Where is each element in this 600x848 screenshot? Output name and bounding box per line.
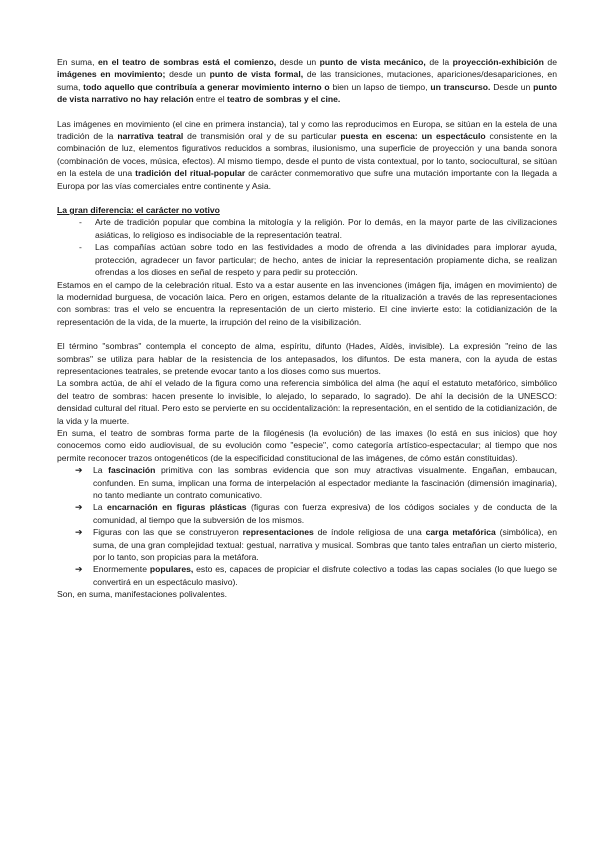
arrow-right-icon: ➔	[75, 564, 83, 575]
text: (figuras con fuerza expresiva) de los códigos sociales y de conducta de la comunidad, al tiempo que la subversión de los mismos.	[93, 502, 557, 525]
text: bien un lapso de tiempo,	[329, 81, 431, 92]
bold-text: tradición del ritual-popular	[135, 168, 246, 179]
text: de la	[425, 57, 453, 67]
arrow-right-icon: ➔	[75, 527, 83, 538]
list-item	[75, 501, 557, 526]
document-page	[57, 56, 557, 601]
text: entre el	[193, 94, 228, 105]
paragraph-shadow-acts: La sombra actúa, de ahí el velado de la figura como una referencia simbólica del alma (he aquí el estatuto metafórico, simbólico del teatro de sombras: hacen presente lo invisible, lo alejado, lo separado, lo sagrado). De ahí la decisión de la UNESCO: densidad cultural del ritual. Pero esto se pervierte en su occidentalización: la representación, en el sentido de la cotidianización, de la vida y la muerte.	[57, 378, 557, 426]
bold-text: representaciones	[242, 527, 314, 538]
bold-text: punto de vista narrativo no hay relación	[57, 81, 557, 105]
text: de	[543, 57, 557, 67]
bold-text: proyección-exhibición	[452, 57, 544, 67]
text: La	[93, 465, 109, 476]
text: desde un	[276, 57, 320, 67]
text: En suma,	[57, 57, 98, 67]
spacer	[57, 328, 557, 340]
bold-text: un transcurso.	[430, 81, 491, 92]
bold-text: imágenes en movimiento;	[57, 69, 166, 80]
section-heading: La gran diferencia: el carácter no votivo	[57, 205, 220, 216]
bold-text: narrativa teatral	[117, 131, 184, 142]
spacer	[57, 192, 557, 204]
bold-text: puesta en escena: un espectáculo	[340, 131, 486, 142]
bold-text: punto de vista formal,	[209, 69, 304, 80]
dash-list	[57, 216, 557, 278]
list-item: - Arte de tradición popular que combina la mitología y la religión. Por lo demás, en la mayor parte de las civilizaciones asiáticas, lo religioso es indisociable de la representación teatral.	[95, 216, 557, 241]
text: primitiva con las sombras evidencia que son muy atractivas visualmente. Engañan, embaucan, confunden. En suma, implican una forma de interpelación al espectador mediante la fascinación (dimensión imaginaria), no tanto mediante un contrato comunicativo.	[93, 465, 557, 500]
bold-text: encarnación en figuras plásticas	[107, 502, 247, 513]
paragraph-ritual: Estamos en el campo de la celebración ritual. Esto va a estar ausente en las invenciones (imágen fija, imágen en movimiento) de la modernidad burguesa, de vocación laica. Pero en origen, estamos delante de la ritualización a través de las representaciones con sombras: tras el velo se encuentra la representación de un cierto misterio. El cine invierte esto: la cotidianización de la representación de la vida, de la muerte, la irrupción del reino de la visibilización.	[57, 279, 557, 327]
paragraph-intro	[57, 56, 557, 106]
list-item	[75, 464, 557, 501]
text: esto es, capaces de propiciar el disfrute colectivo a todas las capas sociales (lo que luego se convertirá en un espectáculo masivo).	[93, 564, 557, 587]
paragraph-phylogenesis: En suma, el teatro de sombras forma parte de la filogénesis (la evolución) de las imaxes (lo está en sus inicios) que hoy conocemos como eido audiovisual, de su evolución como "especie", como categoría artístico-espectacular; al tiempo que nos permite reconocer trazos ontogenéticos (de la especificidad constitucional de las imágenes, de cómo están constituidas).	[57, 427, 557, 463]
text: La	[93, 502, 108, 513]
paragraph-closing: Son, en suma, manifestaciones polivalentes.	[57, 589, 228, 600]
text: consistente en la combinación de luz, elementos figurativos reducidos a sombras, ilusionismo, una superficie de proyección y una banda sonora (combinación de voces, música, efectos). Al mismo tiempo, desde el punto de vista contextual, por lo tanto, sociocultural, se sitúan en la estela de una	[57, 131, 557, 179]
paragraph-moving-images	[57, 118, 557, 192]
paragraph-shadows-term: El término "sombras" contempla el concepto de alma, espíritu, difunto (Hades, Aïdès, invisible). La expresión "reino de las sombras" se utiliza para hablar de la resistencia de los antepasados, los difuntos. De esta manera, con la ayuda de estas representaciones teatrales, se pretende evocar tanto a los dioses como sus muertos.	[57, 341, 557, 376]
text: Las imágenes en movimiento (el cine en primera instancia), tal y como las reproducimos en Europa, se sitúan en la estela de una tradición de la	[57, 118, 557, 142]
arrow-list	[57, 464, 557, 588]
text: Enormemente	[93, 564, 150, 575]
text: de las transiciones, mutaciones, apariciones/desapariciones, en suma,	[57, 69, 557, 92]
bold-text: populares,	[149, 564, 194, 575]
bold-text: fascinación	[108, 465, 156, 476]
list-item: - Las compañías actúan sobre todo en las festividades a modo de ofrenda a las divinidades para implorar ayuda, protección, agradecer un favor particular; de hecho, antes de iniciar la representación propiamente dicha, se realizan ofrendas a los dioses en señal de respeto y para pedir su protección.	[95, 241, 557, 278]
list-item	[75, 563, 557, 588]
arrow-right-icon: ➔	[75, 502, 83, 513]
text: de carácter conmemorativo que sufre una mutación importante con la llegada a Europa por las vías comerciales entre continente y Asia.	[57, 168, 557, 191]
text: de índole religiosa de una	[313, 527, 426, 538]
bold-text: todo aquello que contribuía a generar movimiento interno o	[83, 81, 330, 92]
arrow-right-icon: ➔	[75, 465, 83, 476]
text: Desde un	[490, 81, 534, 92]
text: desde un	[165, 69, 210, 80]
text: de transmisión oral y de su particular	[183, 131, 341, 142]
spacer	[57, 106, 557, 118]
bold-text: punto de vista mecánico,	[319, 57, 426, 67]
bold-text: en el teatro de sombras está el comienzo,	[98, 57, 277, 67]
bold-text: carga metafórica	[425, 527, 496, 538]
list-item	[75, 526, 557, 563]
text: (simbólica), en suma, de una gran complejidad textual: gestual, narrativa y musical. Sombras que tanto tales entrañan un cierto misterio, por lo tanto, son propicias para la metáfora.	[93, 527, 557, 563]
bold-text: teatro de sombras y el cine.	[227, 94, 341, 105]
text: Figuras con las que se construyeron	[93, 527, 243, 538]
